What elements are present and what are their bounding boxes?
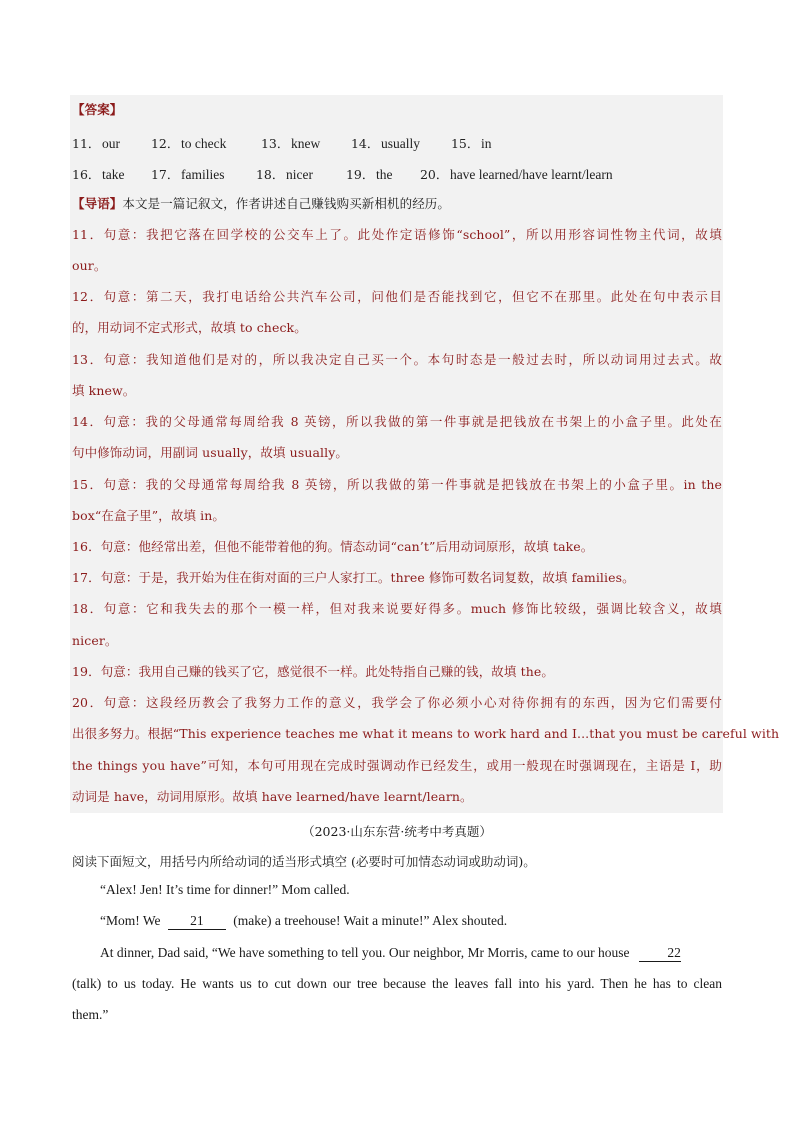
answer-value: the — [375, 167, 393, 182]
explanation-line: 填 knew。 — [72, 383, 136, 398]
explanation-line: 17．句意：于是，我开始为住在街对面的三户人家打工。three 修饰可数名词复数，故填 families。 — [72, 570, 635, 585]
answer-number: 12． — [150, 136, 180, 151]
answer-number: 15． — [450, 136, 480, 151]
answer-value: nicer — [285, 167, 313, 182]
question-source: （2023·山东东营·统考中考真题） — [302, 824, 492, 839]
instruction: 阅读下面短文，用括号内所给动词的适当形式填空 (必要时可加情态动词或助动词)。 — [72, 854, 536, 869]
answer-value: take — [102, 167, 125, 182]
answer-header: 【答案】 — [72, 102, 123, 117]
passage-line: (talk) to us today. He wants us to cut down our tree because the leaves fall into his yard. Then he has to clean — [72, 976, 722, 991]
passage-text: “Mom! We — [100, 913, 161, 928]
answer-value: families — [180, 167, 225, 182]
guide-line — [72, 196, 722, 212]
answer-value: have learned/have learnt/learn — [449, 167, 613, 182]
explanation-line: 的，用动词不定式形式，故填 to check。 — [72, 320, 307, 335]
answer-number: 18． — [255, 167, 285, 182]
passage-paragraph: “Alex! Jen! It’s time for dinner!” Mom called. — [100, 882, 350, 897]
passage-text: (make) a treehouse! Wait a minute!” Alex shouted. — [233, 913, 508, 928]
explanation-line: nicer。 — [72, 633, 118, 648]
answer-number: 11． — [72, 136, 101, 151]
answer-number: 14． — [350, 136, 380, 151]
guide-text: 本文是一篇记叙文，作者讲述自己赚钱购买新相机的经历。 — [122, 196, 451, 211]
explanation-line: 句中修饰动词，用副词 usually，故填 usually。 — [72, 445, 348, 460]
answer-number: 16． — [72, 167, 101, 182]
answers-row-2 — [72, 165, 650, 183]
explanation-line: 14．句意：我的父母通常每周给我 8 英镑，所以我做的第一件事就是把钱放在书架上的小盒子里。此处在 — [72, 414, 722, 429]
answer-number: 20． — [419, 167, 449, 182]
explanation-line: 动词是 have，动词用原形。故填 have learned/have learnt/learn。 — [72, 789, 473, 804]
passage-paragraph — [100, 945, 681, 962]
answer-number: 13． — [260, 136, 290, 151]
explanation-line: the things you have”可知，本句可用现在完成时强调动作已经发生，或用一般现在时强调现在，主语是 I，助 — [72, 758, 722, 773]
explanation-line: 13．句意：我知道他们是对的，所以我决定自己买一个。本句时态是一般过去时，所以动词用过去式。故 — [72, 352, 722, 367]
answer-value: knew — [290, 136, 321, 151]
passage-text: At dinner, Dad said, “We have something to tell you. Our neighbor, Mr Morris, came to our house — [100, 945, 630, 960]
explanation-line: 15．句意：我的父母通常每周给我 8 英镑，所以我做的第一件事就是把钱放在书架上的小盒子里。in the — [72, 477, 722, 492]
explanation-line: 出很多努力。根据“This experience teaches me what it means to work hard and I...that you must be careful with — [72, 726, 780, 741]
passage-line: them.” — [72, 1007, 109, 1022]
explanation-line: 20．句意：这段经历教会了我努力工作的意义，我学会了你必须小心对待你拥有的东西，因为它们需要付 — [72, 695, 722, 710]
explanation-line: 18．句意：它和我失去的那个一模一样，但对我来说要好得多。much 修饰比较级，强调比较含义，故填 — [72, 601, 722, 616]
blank-22[interactable]: 22 — [639, 945, 681, 962]
answer-number: 19． — [345, 167, 375, 182]
explanation-line: 12．句意：第二天，我打电话给公共汽车公司，问他们是否能找到它，但它不在那里。此处在句中表示目 — [72, 289, 722, 304]
answer-value: to check — [180, 136, 227, 151]
answer-value: usually — [380, 136, 420, 151]
explanation-line: 16．句意：他经常出差，但他不能带着他的狗。情态动词“can’t”后用动词原形，故填 take。 — [72, 539, 594, 554]
answer-value: in — [480, 136, 492, 151]
answer-number: 17． — [150, 167, 180, 182]
explanation-line: 19．句意：我用自己赚的钱买了它，感觉很不一样。此处特指自己赚的钱，故填 the。 — [72, 664, 554, 679]
answers-row-1 — [72, 134, 521, 152]
blank-21[interactable]: 21 — [168, 913, 226, 930]
explanation-line: box“在盒子里”，故填 in。 — [72, 508, 225, 523]
guide-label: 【导语】 — [72, 196, 123, 211]
explanation-line: our。 — [72, 258, 107, 273]
explanation-line: 11．句意：我把它落在回学校的公交车上了。此处作定语修饰“school”，所以用形容词性物主代词，故填 — [72, 227, 722, 242]
passage-paragraph — [100, 913, 507, 930]
answer-value: our — [102, 136, 120, 151]
